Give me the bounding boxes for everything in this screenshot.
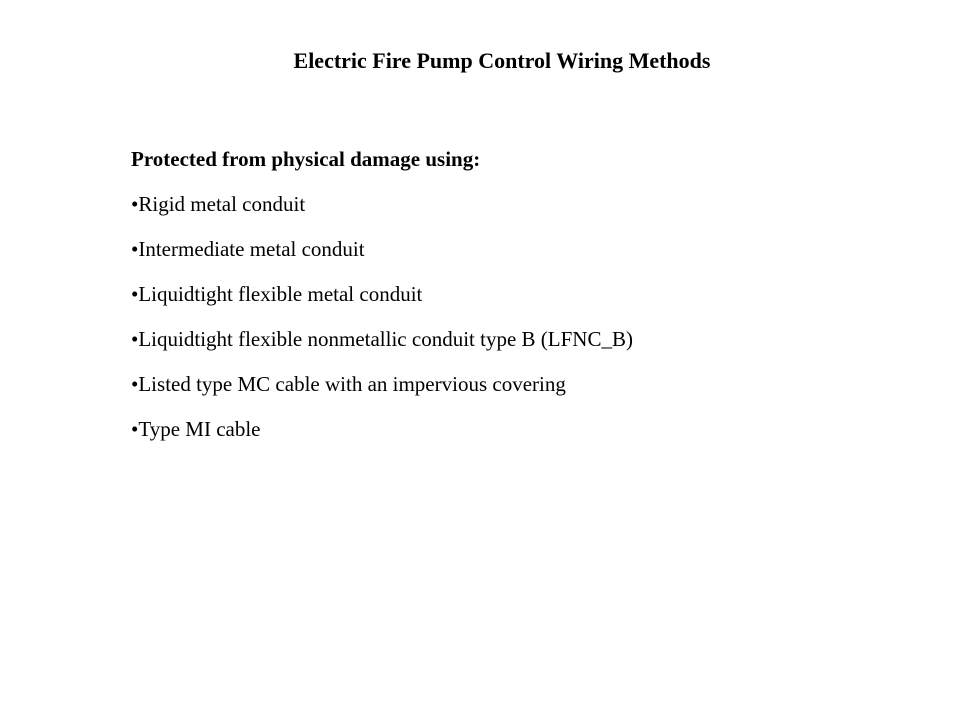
bullet-item-listed-type-mc-cable	[131, 369, 633, 399]
bullet-text: Liquidtight flexible metal conduit	[138, 282, 423, 306]
slide-title: Electric Fire Pump Control Wiring Methods	[293, 48, 711, 73]
bullet-marker: •	[131, 327, 139, 351]
bullet-text: Intermediate metal conduit	[138, 237, 365, 261]
slide-content	[131, 144, 633, 444]
bullet-item-liquidtight-flexible-metal-conduit	[131, 279, 633, 309]
section-heading: Protected from physical damage using:	[131, 147, 481, 171]
bullet-item-type-mi-cable	[131, 414, 633, 444]
bullet-item-liquidtight-flexible-nonmetallic-conduit	[131, 324, 633, 354]
bullet-marker: •	[131, 417, 139, 441]
bullet-text: Listed type MC cable with an impervious covering	[138, 372, 566, 396]
bullet-marker: •	[131, 282, 139, 306]
bullet-text: Rigid metal conduit	[138, 192, 306, 216]
bullet-text: Type MI cable	[138, 417, 261, 441]
bullet-item-intermediate-metal-conduit	[131, 234, 633, 264]
bullet-marker: •	[131, 237, 139, 261]
bullet-item-rigid-metal-conduit	[131, 189, 633, 219]
bullet-text: Liquidtight flexible nonmetallic conduit type B (LFNC_B)	[138, 327, 633, 351]
bullet-list	[131, 189, 633, 444]
bullet-marker: •	[131, 372, 139, 396]
bullet-marker: •	[131, 192, 139, 216]
